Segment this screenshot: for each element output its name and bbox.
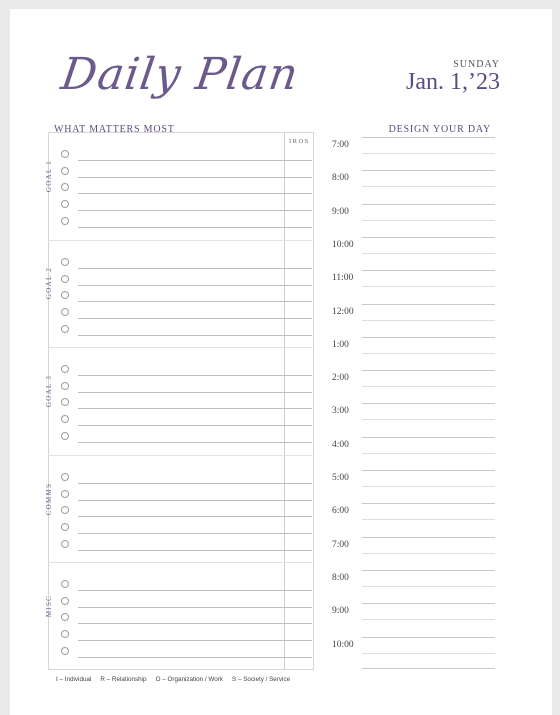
hour-line xyxy=(362,503,495,504)
time-label: 1:00 xyxy=(332,339,349,350)
time-slot[interactable] xyxy=(332,337,495,370)
hour-line xyxy=(362,637,495,638)
time-slot[interactable] xyxy=(332,403,495,436)
hour-line xyxy=(362,370,495,371)
half-hour-line xyxy=(362,320,495,321)
hour-line xyxy=(362,603,495,604)
task-row[interactable] xyxy=(48,487,314,501)
task-row[interactable] xyxy=(48,610,314,624)
task-checkbox[interactable] xyxy=(61,167,69,175)
task-line[interactable] xyxy=(78,335,312,336)
task-checkbox[interactable] xyxy=(61,258,69,266)
task-line[interactable] xyxy=(78,318,312,319)
hour-line xyxy=(362,668,495,669)
task-checkbox[interactable] xyxy=(61,217,69,225)
page-title: Daily Plan xyxy=(58,49,302,100)
iros-column-header: IROS xyxy=(289,138,310,145)
task-row[interactable] xyxy=(48,644,314,658)
hour-line xyxy=(362,137,495,138)
time-label: 11:00 xyxy=(332,273,354,284)
half-hour-line xyxy=(362,453,495,454)
task-checkbox[interactable] xyxy=(61,308,69,316)
task-line[interactable] xyxy=(78,177,312,178)
time-slot[interactable] xyxy=(332,570,495,603)
half-hour-line xyxy=(362,353,495,354)
time-label: 8:00 xyxy=(332,173,349,184)
time-label: 4:00 xyxy=(332,439,349,450)
time-slot[interactable] xyxy=(332,237,495,270)
time-slot[interactable] xyxy=(332,637,495,670)
task-row[interactable] xyxy=(48,362,314,376)
legend-item: S – Society / Service xyxy=(232,676,291,683)
task-checkbox[interactable] xyxy=(61,325,69,333)
task-line[interactable] xyxy=(78,193,312,194)
hour-line xyxy=(362,403,495,404)
section-divider xyxy=(48,562,314,563)
task-line[interactable] xyxy=(78,640,312,641)
section-label: GOAL 2 xyxy=(45,267,53,300)
section-goal-3 xyxy=(45,347,314,455)
half-hour-line xyxy=(362,653,495,654)
task-row[interactable] xyxy=(48,288,314,302)
task-checkbox[interactable] xyxy=(61,150,69,158)
task-checkbox[interactable] xyxy=(61,506,69,514)
day-name: SUNDAY xyxy=(453,59,500,70)
time-label: 7:00 xyxy=(332,539,349,550)
task-row[interactable] xyxy=(48,322,314,336)
task-line[interactable] xyxy=(78,285,312,286)
half-hour-line xyxy=(362,386,495,387)
hour-line xyxy=(362,304,495,305)
task-line[interactable] xyxy=(78,160,312,161)
task-checkbox[interactable] xyxy=(61,398,69,406)
task-line[interactable] xyxy=(78,533,312,534)
task-checkbox[interactable] xyxy=(61,432,69,440)
task-row[interactable] xyxy=(48,164,314,178)
task-row[interactable] xyxy=(48,537,314,551)
time-label: 2:00 xyxy=(332,373,349,384)
task-row[interactable] xyxy=(48,255,314,269)
task-checkbox[interactable] xyxy=(61,597,69,605)
hour-line xyxy=(362,270,495,271)
task-row[interactable] xyxy=(48,627,314,641)
task-row[interactable] xyxy=(48,429,314,443)
time-label: 9:00 xyxy=(332,206,349,217)
time-slot[interactable] xyxy=(332,470,495,503)
section-goal-2 xyxy=(45,240,314,348)
task-line[interactable] xyxy=(78,516,312,517)
task-row[interactable] xyxy=(48,379,314,393)
task-row[interactable] xyxy=(48,214,314,228)
section-divider xyxy=(48,240,314,241)
task-line[interactable] xyxy=(78,500,312,501)
task-checkbox[interactable] xyxy=(61,613,69,621)
task-checkbox[interactable] xyxy=(61,200,69,208)
half-hour-line xyxy=(362,186,495,187)
task-line[interactable] xyxy=(78,425,312,426)
section-comms xyxy=(45,455,314,563)
task-line[interactable] xyxy=(78,210,312,211)
time-label: 5:00 xyxy=(332,473,349,483)
task-row[interactable] xyxy=(48,577,314,591)
task-checkbox[interactable] xyxy=(61,275,69,283)
task-row[interactable] xyxy=(48,412,314,426)
task-row[interactable] xyxy=(48,272,314,286)
hour-line xyxy=(362,470,495,471)
task-line[interactable] xyxy=(78,623,312,624)
legend-item: R – Relationship xyxy=(100,676,147,683)
task-row[interactable] xyxy=(48,395,314,409)
section-label: GOAL 3 xyxy=(45,374,53,408)
task-row[interactable] xyxy=(48,147,314,161)
task-line[interactable] xyxy=(78,657,312,658)
task-checkbox[interactable] xyxy=(61,382,69,390)
time-label: 8:00 xyxy=(332,572,349,583)
task-line[interactable] xyxy=(78,483,312,484)
task-line[interactable] xyxy=(78,392,312,393)
half-hour-line xyxy=(362,586,495,587)
section-goal-1 xyxy=(45,132,314,240)
time-slot[interactable] xyxy=(332,603,495,636)
date-label: Jan. 1,’23 xyxy=(406,69,500,95)
half-hour-line xyxy=(362,220,495,221)
time-slot[interactable] xyxy=(332,537,495,570)
time-label: 3:00 xyxy=(332,406,349,417)
time-label: 12:00 xyxy=(332,306,354,317)
time-slot[interactable] xyxy=(332,370,495,403)
design-day-heading: DESIGN YOUR DAY xyxy=(388,124,491,135)
time-label: 10:00 xyxy=(332,239,354,250)
legend xyxy=(56,676,290,683)
hour-line xyxy=(362,570,495,571)
hour-line xyxy=(362,437,495,438)
section-divider xyxy=(48,455,314,456)
task-checkbox[interactable] xyxy=(61,630,69,638)
hour-line xyxy=(362,204,495,205)
half-hour-line xyxy=(362,486,495,487)
time-slot[interactable] xyxy=(332,503,495,536)
task-checkbox[interactable] xyxy=(61,580,69,588)
task-row[interactable] xyxy=(48,470,314,484)
time-slot[interactable] xyxy=(332,437,495,470)
task-checkbox[interactable] xyxy=(61,291,69,299)
half-hour-line xyxy=(362,553,495,554)
task-line[interactable] xyxy=(78,375,312,376)
time-label: 6:00 xyxy=(332,506,349,517)
task-checkbox[interactable] xyxy=(61,415,69,423)
task-line[interactable] xyxy=(78,408,312,409)
time-slot[interactable] xyxy=(332,304,495,337)
half-hour-line xyxy=(362,153,495,154)
legend-item: I – Individual xyxy=(56,676,92,683)
section-misc xyxy=(45,562,314,670)
time-slot[interactable] xyxy=(332,170,495,203)
task-row[interactable] xyxy=(48,520,314,534)
task-checkbox[interactable] xyxy=(61,183,69,191)
section-label: GOAL 1 xyxy=(45,159,53,192)
task-row[interactable] xyxy=(48,503,314,517)
task-line[interactable] xyxy=(78,607,312,608)
legend-item: O – Organization / Work xyxy=(155,676,223,683)
task-row[interactable] xyxy=(48,197,314,211)
hour-line xyxy=(362,337,495,338)
task-checkbox[interactable] xyxy=(61,647,69,655)
task-row[interactable] xyxy=(48,594,314,608)
half-hour-line xyxy=(362,419,495,420)
hour-line xyxy=(362,170,495,171)
hour-line xyxy=(362,537,495,538)
task-row[interactable] xyxy=(48,180,314,194)
task-checkbox[interactable] xyxy=(61,540,69,548)
half-hour-line xyxy=(362,619,495,620)
task-checkbox[interactable] xyxy=(61,365,69,373)
section-label: COMMS xyxy=(45,482,53,515)
task-checkbox[interactable] xyxy=(61,490,69,498)
task-line[interactable] xyxy=(78,227,312,228)
half-hour-line xyxy=(362,286,495,287)
task-line[interactable] xyxy=(78,590,312,591)
time-slot[interactable] xyxy=(332,270,495,303)
task-row[interactable] xyxy=(48,305,314,319)
time-slot[interactable] xyxy=(332,137,495,170)
what-matters-heading: WHAT MATTERS MOST xyxy=(54,124,175,135)
half-hour-line xyxy=(362,519,495,520)
section-divider xyxy=(48,347,314,348)
time-label: 10:00 xyxy=(332,639,354,650)
time-label: 7:00 xyxy=(332,140,349,150)
section-label: MISC xyxy=(45,595,53,618)
hour-line xyxy=(362,237,495,238)
task-line[interactable] xyxy=(78,301,312,302)
time-slot[interactable] xyxy=(332,204,495,237)
time-label: 9:00 xyxy=(332,606,349,617)
task-line[interactable] xyxy=(78,442,312,443)
task-checkbox[interactable] xyxy=(61,523,69,531)
task-checkbox[interactable] xyxy=(61,473,69,481)
half-hour-line xyxy=(362,253,495,254)
task-line[interactable] xyxy=(78,550,312,551)
task-line[interactable] xyxy=(78,268,312,269)
